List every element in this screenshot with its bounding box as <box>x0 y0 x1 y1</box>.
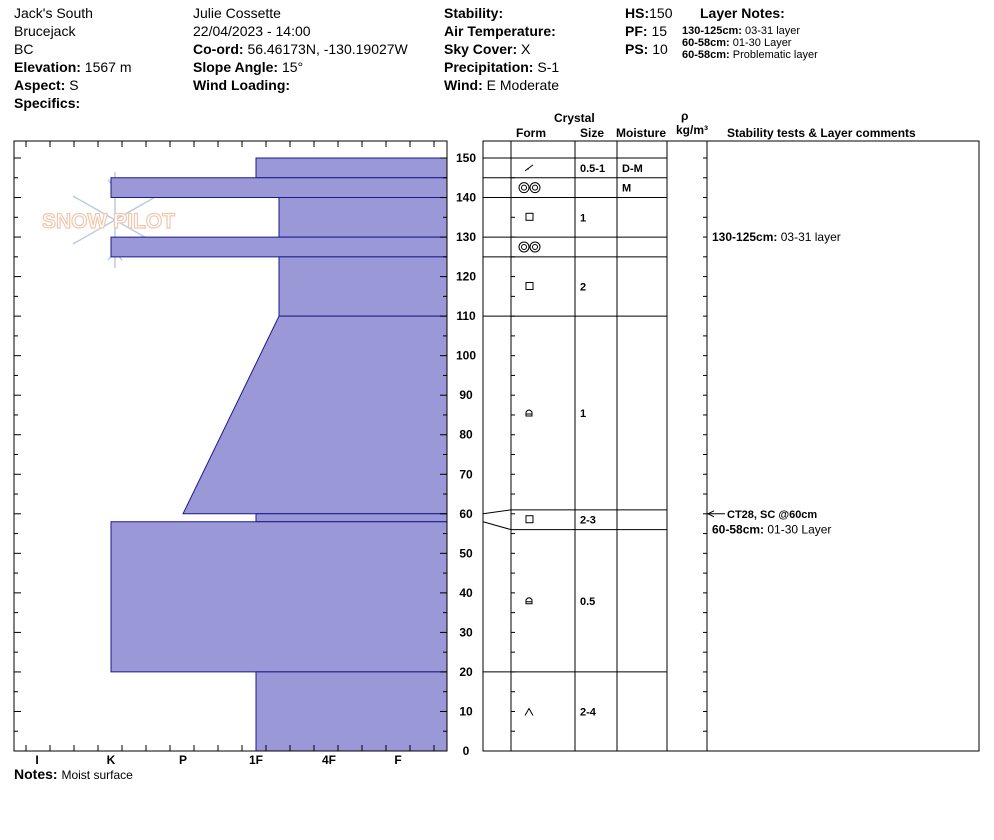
slope-angle: Slope Angle: 15° <box>193 59 304 75</box>
grain-form-melt-forms <box>519 242 540 252</box>
y-tick-label: 10 <box>459 704 473 719</box>
y-tick-label: 80 <box>459 427 473 442</box>
y-tick-label: 0 <box>462 744 470 758</box>
hardness-label: P <box>178 753 188 767</box>
grain-size: 0.5 <box>580 595 596 608</box>
layer-connector <box>483 510 511 514</box>
precipitation: Precipitation: S-1 <box>444 59 560 75</box>
grain-size: 2-4 <box>580 706 596 719</box>
area-name: Brucejack <box>14 23 76 39</box>
grain-form-depth-hoar <box>525 708 533 715</box>
melt-forms-icon <box>530 242 540 252</box>
layer-notes-title: Layer Notes: <box>700 5 785 21</box>
hardness-label: 4F <box>321 753 337 767</box>
datetime: 22/04/2023 - 14:00 <box>193 23 311 39</box>
moisture-header: Moisture <box>616 126 667 140</box>
y-tick-label: 70 <box>459 467 473 482</box>
specifics: Specifics: <box>14 95 81 111</box>
rounded-faceted-icon <box>526 598 532 604</box>
melt-forms-icon <box>522 185 527 190</box>
y-tick-label: 50 <box>459 546 473 561</box>
grain-form-rounded-faceted <box>526 410 532 416</box>
y-tick-label: 60 <box>459 506 473 521</box>
y-tick-label: 100 <box>455 348 477 363</box>
elevation: Elevation: 1567 m <box>14 59 132 75</box>
layer-note: 130-125cm: 03-31 layer <box>682 25 801 37</box>
hardness-layer <box>256 672 447 751</box>
layer-comment: 60-58cm: 01-30 Layer <box>712 522 832 537</box>
faceted-icon <box>526 282 533 289</box>
hardness-layer <box>183 316 447 514</box>
layer-note: 60-58cm: Problematic layer <box>682 49 818 61</box>
crystal-header: Crystal <box>554 111 595 125</box>
moisture-value: M <box>622 182 632 195</box>
hardness-layer <box>111 522 447 672</box>
ps: PS: 10 <box>625 41 668 57</box>
hardness-layer <box>111 237 447 257</box>
y-tick-label: 30 <box>459 625 473 640</box>
hardness-label: K <box>106 753 116 767</box>
size-header: Size <box>580 126 605 140</box>
grain-form-faceted <box>526 282 533 289</box>
hardness-layer <box>111 178 447 198</box>
stability-comments <box>707 230 841 537</box>
hardness-label: F <box>394 753 402 767</box>
melt-forms-icon <box>533 244 538 249</box>
precip-particle-icon <box>525 165 533 171</box>
wind: Wind: E Moderate <box>444 77 560 93</box>
air-temperature: Air Temperature: <box>444 23 556 39</box>
notes: Notes: Moist surface <box>14 766 133 782</box>
faceted-icon <box>526 213 533 220</box>
grain-form-faceted <box>526 516 533 523</box>
stability: Stability: <box>444 5 504 21</box>
y-tick-label: 120 <box>455 269 477 284</box>
stability-test: CT28, SC @60cm <box>727 508 818 521</box>
depth-hoar-icon <box>525 708 533 715</box>
grain-size: 2-3 <box>580 514 596 527</box>
hs: HS:150 <box>625 5 673 21</box>
melt-forms-icon <box>519 183 529 193</box>
y-tick-label: 40 <box>459 585 473 600</box>
hardness-layer <box>256 514 447 522</box>
pf: PF: 15 <box>625 23 668 39</box>
coordinates: Co-ord: 56.46173N, -130.19027W <box>193 41 408 57</box>
y-tick-label: 90 <box>459 388 473 403</box>
snowpilot-logo-text: SNOW PILOT <box>42 210 175 233</box>
layer-connector <box>483 522 511 530</box>
hardness-label: 1F <box>248 753 264 767</box>
melt-forms-icon <box>530 183 540 193</box>
hardness-layer <box>279 198 447 238</box>
y-tick-label: 130 <box>455 230 477 245</box>
aspect: Aspect: S <box>14 77 79 93</box>
grain-size: 0.5-1 <box>580 162 606 175</box>
y-tick-label: 110 <box>456 309 476 324</box>
hardness-label: I <box>35 753 39 767</box>
hardness-profile <box>111 158 447 751</box>
grain-size: 1 <box>580 407 587 420</box>
grain-form-melt-forms <box>519 183 540 193</box>
moisture-value: D-M <box>622 162 643 175</box>
y-tick-label: 150 <box>455 151 477 165</box>
y-tick-label: 140 <box>455 190 477 205</box>
site-name: Jack's South <box>14 5 93 21</box>
layer-comment: 130-125cm: 03-31 layer <box>712 230 841 245</box>
grain-form-/ <box>525 165 533 171</box>
density-unit-header: kg/m³ <box>676 123 709 137</box>
grain-form-faceted <box>526 213 533 220</box>
faceted-icon <box>526 516 533 523</box>
grain-size: 2 <box>580 281 587 294</box>
melt-forms-icon <box>519 242 529 252</box>
sky-cover: Sky Cover: X <box>444 41 531 57</box>
form-header: Form <box>516 126 546 140</box>
rounded-faceted-icon <box>526 410 532 416</box>
grain-size: 1 <box>580 212 587 225</box>
precip-particle-icon <box>527 168 529 170</box>
melt-forms-icon <box>533 185 538 190</box>
observer: Julie Cossette <box>193 5 281 21</box>
hardness-layer <box>256 158 447 178</box>
grain-form-rounded-faceted <box>526 598 532 604</box>
stability-header: Stability tests & Layer comments <box>727 126 916 140</box>
region-name: BC <box>14 41 34 57</box>
layer-note: 60-58cm: 01-30 Layer <box>682 37 792 49</box>
y-tick-label: 20 <box>459 664 473 679</box>
wind-loading: Wind Loading: <box>193 77 291 93</box>
hardness-layer <box>279 257 447 316</box>
melt-forms-icon <box>522 244 527 249</box>
rho-header: ρ <box>681 109 689 123</box>
